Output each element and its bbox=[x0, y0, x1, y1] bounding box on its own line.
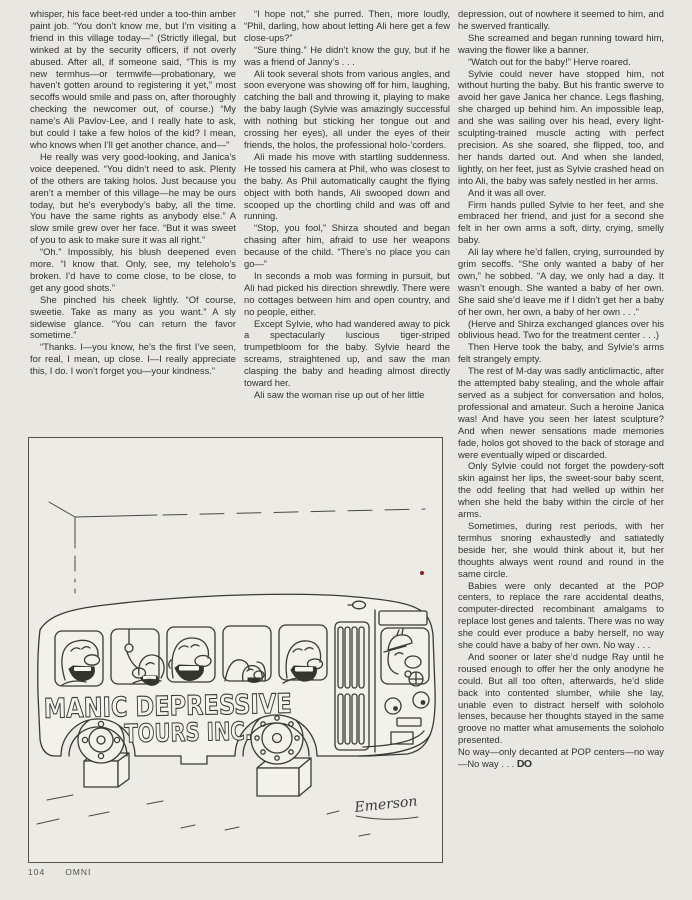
text-column-3 bbox=[458, 8, 664, 880]
story-paragraph: Ali made his move with startling suddenness. He tossed his camera at Phil, who was closest to the baby. As Phil automatically caught the flying object with both hands, Ali swooped down and scooped up the chortling child and was off and running. bbox=[244, 150, 450, 222]
room-corner-lines bbox=[49, 502, 425, 593]
bus-sign-line1: MANIC DEPRESSIVE bbox=[43, 687, 341, 725]
cartoon-illustration-box bbox=[28, 437, 443, 863]
story-paragraph: Except Sylvie, who had wandered away to pick a spectacularly luscious tiger-striped trumpetbloom for the baby. Sylvie heard the screams, straightened up, and saw the man clasping the baby and heading almost directly toward her. bbox=[244, 317, 450, 389]
column-3-paragraphs bbox=[458, 8, 664, 746]
story-paragraph: Sylvie could never have stopped him, not without hurting the baby. But his frantic swerve to avoid her gave Janica her chance. Legs flashing, she charged up behind him. An impossible leap, and she was sailing over his head, every light-sculpting-trained muscle acting with perfect precision. As she soared, she flipped, too, and her hands darted out. And when she landed, lightly, on her feet, just as Sylvie crashed head on into Ali, the baby was safely nestled in her arms. bbox=[458, 67, 664, 186]
headlight-left bbox=[385, 698, 401, 714]
story-paragraph: Ali took several shots from various angles, and soon everyone was showing off for him, laughing, catching the ball and throwing it, playing to make the baby laugh (Sylvie was amazingly successful with nothing but sticking her tongue out and crossing her eyes), all under the eyes of their friends, the holos, the professional holo-’corders. bbox=[244, 67, 450, 150]
story-paragraph: Firm hands pulled Sylvie to her feet, and she embraced her friend, and just for a second she felt in her own arms a soft, dirty, crying, smelly baby. bbox=[458, 198, 664, 246]
story-paragraph: And it was all over. bbox=[468, 186, 547, 198]
red-ink-dot bbox=[420, 571, 424, 575]
story-final-paragraph bbox=[458, 746, 664, 771]
story-end-mark: DO bbox=[516, 758, 532, 771]
cartoon-bus-drawing bbox=[29, 438, 442, 862]
story-paragraph: Babies were only decanted at the POP centers, to replace the rare accidental deaths, computer-directed recombinant amalgams to replace lost genes and talents. There was no way she could ever produce a baby herself, no way she could have a baby of her own. No way . . . bbox=[458, 579, 664, 651]
story-paragraph: “Thanks. I—you know, he’s the first I’ve seen, for real, I mean, up close. I—I really appreciate this, I do. I won’t forget you—your kindness.” bbox=[30, 341, 236, 377]
story-paragraph: Ali saw the woman rise up out of her little bbox=[254, 389, 425, 400]
story-paragraph: In seconds a mob was forming in pursuit, but Ali had picked his direction shrewdly. There were no cottages between him and open country, and no people, either. bbox=[244, 269, 450, 317]
story-paragraph: “Watch out for the baby!” Herve roared. bbox=[468, 55, 631, 67]
text-column-1 bbox=[30, 8, 236, 432]
story-paragraph: “Stop, you fool,” Shirza shouted and began chasing after him, afraid to use her weapons because of the child. “There’s no place you can go—” bbox=[244, 222, 450, 270]
story-paragraph: She screamed and began running toward him, waving the flower like a banner. bbox=[458, 31, 664, 55]
story-paragraph: “I hope not,” she purred. Then, more loudly, “Phil, darling, how about letting Ali here get a few close-ups?” bbox=[244, 8, 450, 43]
story-paragraph: whisper, his face beet-red under a too-thin amber paint job. “You don’t know me, but I’m visiting a friend in this village today—” (Strictly illegal, but winked at by the security officers, if not overly abused. After all, if someone said, “This is my new termhus—or termwife—probationary, we haven’t gotten around to registering it yet,” most secoffs would smile and pass on, after thoroughly checking the newcomer out, of course.) “My name’s Ali Pavlov-Lee, and I really hate to ask, but could I take a few holos of the kid? I mean, who knows when I’ll get another chance, and—” bbox=[30, 8, 236, 150]
final-paragraph-text: No way—only decanted at POP centers—no way—No way . . . bbox=[458, 746, 664, 770]
story-paragraph: Ali lay where he’d fallen, crying, surrounded by grim secoffs. “She only wanted a baby of her own,” he sobbed. “A day, we only had a day. It wasn’t enough. She wanted a baby of her own. She said she’d leave me if I didn’t get her a baby of her own, her own, a baby of her own . . .” bbox=[458, 246, 664, 317]
story-paragraph: depression, out of nowhere it seemed to him, and he swerved frantically. bbox=[458, 8, 664, 31]
magazine-name: OMNI bbox=[65, 867, 92, 877]
story-paragraph: “Oh.” Impossibly, his blush deepened even more. “I know that. Only, see, my teleholo’s broken. I’d have to come close, to be close, to get any good shots.” bbox=[30, 246, 236, 293]
page-footer bbox=[28, 867, 91, 877]
headlight-right bbox=[413, 692, 429, 708]
story-paragraph: Sometimes, during rest periods, with her termhus snoring exhaustedly and satiatedly beside her, she would think about it, but her thoughts always went round and round in the same circle. bbox=[458, 519, 664, 579]
story-paragraph: She pinched his cheek lightly. “Of course, sweetie. Take as many as you want.” A sly sidewise glance. “You can return the favor sometime.” bbox=[30, 293, 236, 341]
svg-text:Emerson: Emerson bbox=[353, 793, 419, 816]
story-paragraph: And sooner or later she’d nudge Ray until he roused enough to offer her the only anodyne he could. But all too often, afterwards, he’d slide back into contented slumber, while she lay, unable even to distract herself with soloholo lenses, because her thoughts stayed in the same groove no matter what amusements the soloholo presented. bbox=[458, 650, 664, 746]
story-paragraph: (Herve and Shirza exchanged glances over his oblivious head. Two for the treatment center . . .) bbox=[458, 317, 664, 341]
story-paragraph: He really was very good-looking, and Janica’s voice deepened. “You didn’t need to ask. Plenty of the others are taking holos. Just because you aren’t a member of this village—he may be ours today, but he’s everybody’s baby, all the time. You have the same rights as anybody else.” A slow smile grew over her face. “But it was sweet of you to ask to make sure it was all right.” bbox=[30, 150, 236, 246]
bus-sign-line2: TOURS INC. bbox=[124, 715, 288, 749]
ground-marks bbox=[37, 795, 370, 836]
story-paragraph: Then Herve took the baby, and Sylvie’s arms felt strangely empty. bbox=[458, 341, 664, 365]
text-column-2 bbox=[244, 8, 450, 432]
story-paragraph: The rest of M-day was sadly anticlimactic, after the attempted baby stealing, and the whole affair served as a subject for conversation and holos, professional and amateur. Such a heroine Janica was! And have you seen her latest sculpture? And when newer sensations made memories fade, holos got shoved to the back of storage and were eventually wiped or discarded. bbox=[458, 365, 664, 460]
page-number: 104 bbox=[28, 867, 46, 877]
story-paragraph: “Sure thing.” He didn’t know the guy, but if he was a friend of Janny’s . . . bbox=[244, 43, 450, 67]
story-paragraph: Only Sylvie could not forget the powdery-soft skin against her lips, the sweet-sour baby scent, the odd feeling that had welled up within her when she held the baby within the circle of her arms. bbox=[458, 460, 664, 520]
artist-signature bbox=[353, 793, 418, 819]
bus-door bbox=[335, 622, 369, 750]
